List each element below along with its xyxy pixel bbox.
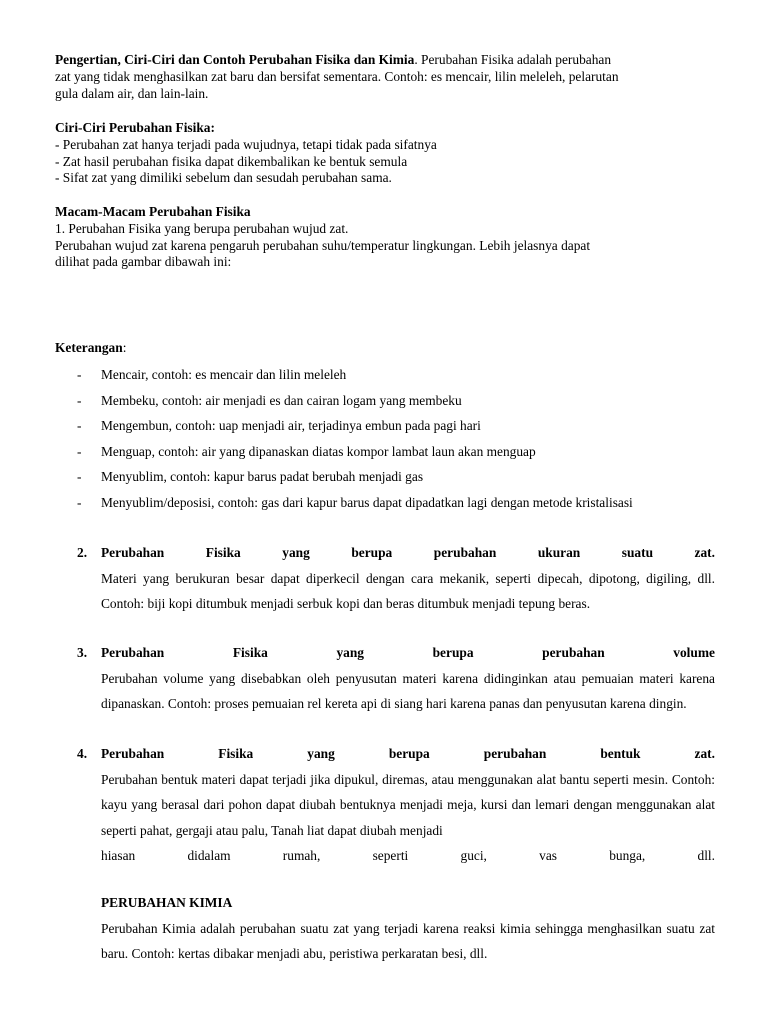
keterangan-label-line [55,340,715,357]
body-word: seperti [372,848,409,863]
list-item-text: Membeku, contoh: air menjadi es dan cairan logam yang membeku [101,392,462,408]
list-item [55,362,715,388]
ciri-item: - Zat hasil perubahan fisika dapat dikembalikan ke bentuk semula [55,153,408,169]
ciri-item: - Perubahan zat hanya terjadi pada wujudnya, tetapi tidak pada sifatnya [55,136,437,152]
list-item [55,388,715,414]
heading-word: Fisika [205,545,241,560]
intro-title: Pengertian, Ciri-Ciri dan Contoh Perubahan Fisika dan Kimia [55,52,415,67]
body-word: hiasan [101,848,136,863]
body-word: guci, [460,848,487,863]
macam-l1: 1. Perubahan Fisika yang berupa perubahan wujud zat. [55,220,349,236]
list-item-text: Mencair, contoh: es mencair dan lilin meleleh [101,367,347,382]
list-item-text: Menyublim/deposisi, contoh: gas dari kapur barus dapat dipadatkan lagi dengan metode kristalisasi [101,494,633,510]
body-word: rumah, [282,848,321,863]
heading-word: yang [307,746,335,761]
list-item-text: Menguap, contoh: air yang dipanaskan diatas kompor lambat laun akan menguap [101,443,536,459]
intro-text-l2: zat yang tidak menghasilkan zat baru dan bersifat sementara. Contoh: es mencair, lilin meleleh, pelarutan [55,68,619,84]
heading-word: berupa [351,545,393,560]
heading-word: Perubahan [101,545,165,560]
dash-bullet: - [77,494,82,510]
ciri-item: - Sifat zat yang dimiliki sebelum dan sesudah perubahan sama. [55,170,392,186]
section-body: Perubahan volume yang disebabkan oleh penyusutan materi karena didinginkan atau pemuaian materi karena dipanaskan. Contoh: proses pemuaian rel kereta api di siang hari karena panas dan penyusutan karena dingin. [101,670,715,711]
section-volume [55,640,715,717]
dash-bullet: - [77,418,82,433]
heading-word: berupa [388,746,430,761]
heading-word: perubahan [542,645,605,660]
heading-word: Perubahan [101,645,165,660]
dash-bullet: - [77,367,82,382]
body-word: didalam [187,848,231,863]
dash-bullet: - [77,469,82,484]
list-item [55,439,715,465]
section-body: Perubahan bentuk materi dapat terjadi jika dipukul, diremas, atau menggunakan alat bantu seperti mesin. Contoh: kayu yang berasal dari pohon dapat diubah bentuknya menjadi meja, kursi dan lemari dengan menggunakan alat seperti pahat, gergaji atau palu, Tanah liat dapat diubah menjadi [101,771,715,838]
body-word: bunga, [609,848,646,863]
list-item [55,413,715,439]
section-bentuk [55,741,715,869]
section-heading [101,540,715,566]
section-body: Materi yang berukuran besar dapat diperkecil dengan cara mekanik, seperti dipecah, dipotong, digiling, dll. Contoh: biji kopi ditumbuk menjadi serbuk kopi dan beras ditumbuk menjadi tepung beras. [101,570,715,611]
dash-bullet: - [77,392,82,408]
kimia-body: Perubahan Kimia adalah perubahan suatu zat yang terjadi karena reaksi kimia sehingga menghasilkan suatu zat baru. Contoh: kertas dibakar menjadi abu, peristiwa perkaratan besi, dll. [101,920,715,961]
heading-word: zat. [694,746,715,761]
section-heading [101,640,715,666]
macam-l3: dilihat pada gambar dibawah ini: [55,254,232,270]
keterangan-colon: : [122,340,127,355]
heading-word: volume [673,645,715,660]
intro-paragraph [55,52,715,102]
list-item [55,490,715,516]
dash-bullet: - [77,443,82,459]
heading-word: Perubahan [101,746,165,761]
section-number: 2. [77,545,88,560]
body-word: vas [539,848,557,863]
section-heading [101,741,715,767]
list-item [55,464,715,490]
macam-l2: Perubahan wujud zat karena pengaruh perubahan suhu/temperatur lingkungan. Lebih jelasnya dapat [55,237,591,253]
heading-word: berupa [432,645,474,660]
heading-word: yang [336,645,364,660]
heading-word: ukuran [537,545,581,560]
section-number: 3. [77,645,88,660]
list-item-text: Mengembun, contoh: uap menjadi air, terjadinya embun pada pagi hari [101,418,481,433]
ciri-section [55,120,715,187]
section-body-last-line [101,843,715,869]
heading-word: Fisika [232,645,268,660]
heading-word: suatu [621,545,654,560]
heading-word: bentuk [600,746,641,761]
body-word: dll. [697,848,715,863]
macam-heading: Macam-Macam Perubahan Fisika [55,204,251,219]
heading-word: Fisika [218,746,254,761]
ciri-heading: Ciri-Ciri Perubahan Fisika: [55,120,215,135]
macam-section [55,204,715,271]
section-number: 4. [77,746,88,761]
intro-text-l3: gula dalam air, dan lain-lain. [55,85,209,101]
list-item-text: Menyublim, contoh: kapur barus padat berubah menjadi gas [101,469,424,484]
heading-word: zat. [694,545,715,560]
heading-word: perubahan [483,746,547,761]
heading-word: perubahan [433,545,497,560]
keterangan-list [55,362,715,515]
keterangan-label: Keterangan [55,340,123,355]
section-ukuran [55,540,715,617]
kimia-heading: PERUBAHAN KIMIA [101,895,233,910]
intro-text-l1: . Perubahan Fisika adalah perubahan [414,52,612,67]
heading-word: yang [282,545,310,560]
kimia-section [101,890,715,967]
